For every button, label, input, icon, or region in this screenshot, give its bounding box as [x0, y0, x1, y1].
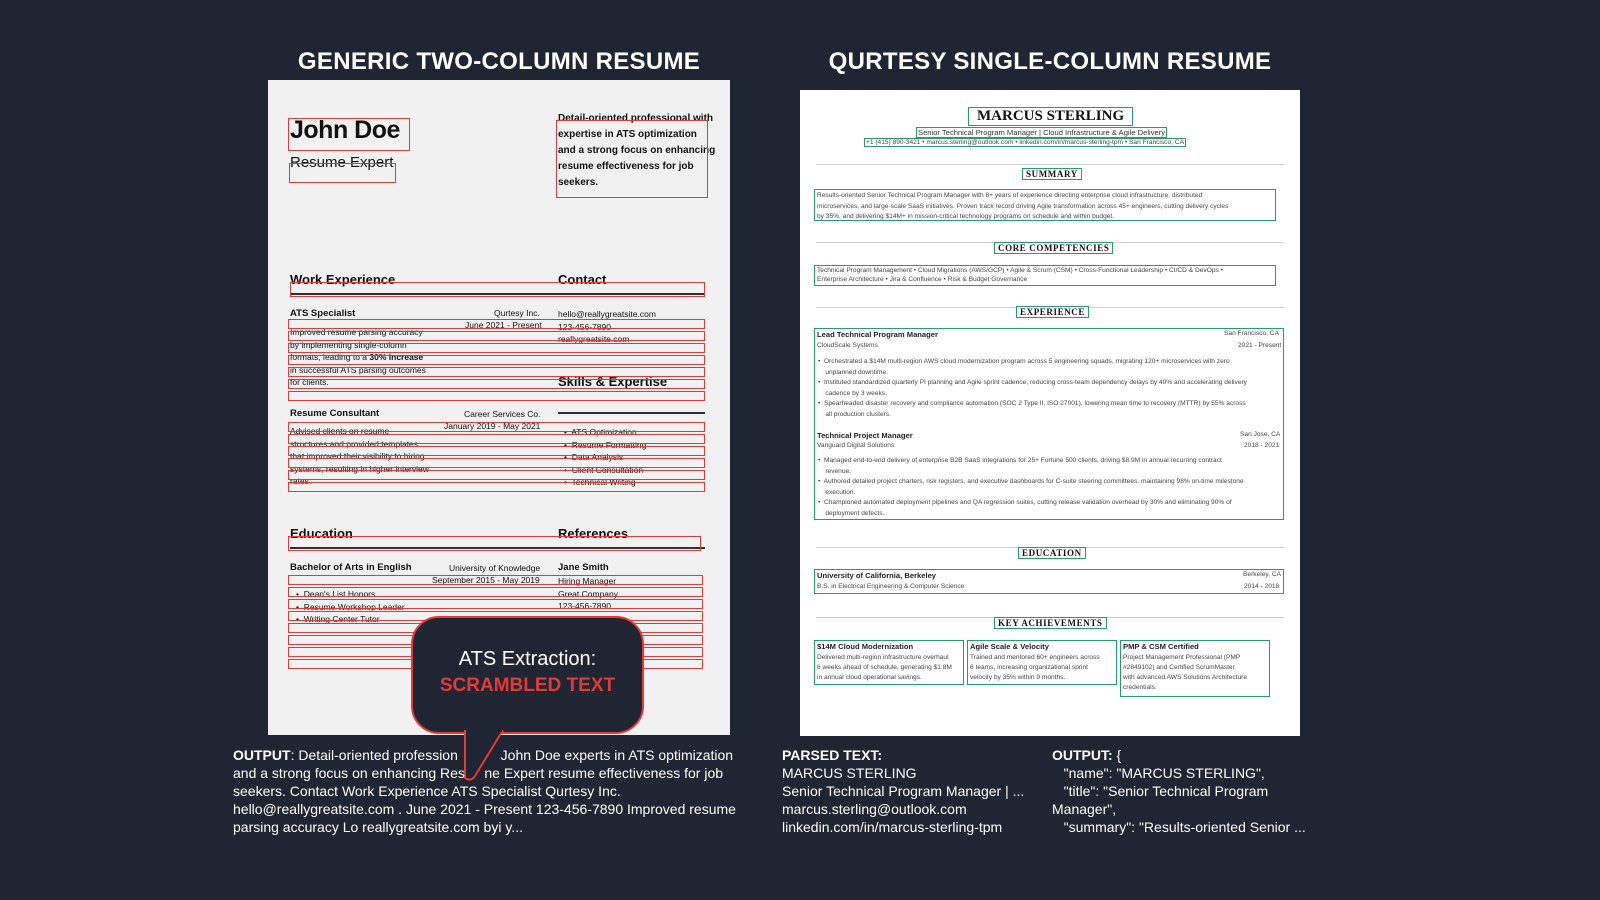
job1-company: CloudScale Systems [817, 342, 878, 349]
bullet-line: Managed end-to-end delivery of enterprise B2B SaaS integrations for 25+ Fortune 500 clients, driving $8.9M in annual recurring contract [823, 457, 1222, 464]
job1-line: Improved resume parsing accuracy [290, 327, 423, 337]
achievement-2 [970, 642, 1100, 683]
json-output [1052, 746, 1342, 836]
extraction-box [288, 536, 701, 551]
parsed-line: MARCUS STERLING [782, 765, 917, 781]
achievements-heading: KEY ACHIEVEMENTS [994, 617, 1107, 629]
extraction-box [290, 282, 705, 297]
job2-line: Advised clients on resume [290, 426, 390, 436]
job2-line: that improved their visibility to hiring [290, 451, 425, 461]
extraction-line [288, 355, 705, 365]
summary-line: and a strong focus on enhancing [558, 145, 716, 156]
degree: B.S. in Electrical Engineering & Computer Science [817, 583, 965, 590]
university: University of Knowledge [449, 563, 541, 573]
scrambled-output [233, 746, 753, 836]
bullet-line: Orchestrated a $14M multi-region AWS cloud modernization program across 5 engineering squads, migrating 120+ microservices with zero [823, 358, 1230, 365]
resume-title: Senior Technical Program Manager | Cloud Infrastructure & Agile Delivery [918, 128, 1166, 137]
extraction-box [288, 118, 410, 151]
output-label: OUTPUT [233, 747, 291, 763]
job1-company: Qurtesy Inc. [494, 308, 540, 318]
output-line: hello@reallygreatsite.com . June 2021 - Present 123-456-7890 Improved resume [233, 801, 736, 817]
summary-text [817, 191, 1228, 223]
output-line: and a strong focus on enhancing Res ne Expert resume effectiveness for job [233, 765, 724, 781]
achievement-1 [817, 642, 952, 683]
summary-line: by 35%, and delivering $14M+ in mission-critical technology programs on schedule and within budget. [817, 213, 1115, 220]
extraction-line [288, 391, 705, 401]
achievement-line: 6 teams, increasing organizational sprint [970, 664, 1089, 671]
extraction-line [288, 331, 705, 341]
achievement-title: PMP & CSM Certified [1123, 642, 1199, 651]
output-line: : Detail-oriented profession John Doe experts in ATS optimization [290, 747, 734, 763]
achievement-line: in annual cloud operational savings. [817, 674, 922, 681]
achievement-line: 6 weeks ahead of schedule, generating $1.8M [817, 664, 952, 671]
left-heading: GENERIC TWO-COLUMN RESUME [297, 48, 701, 75]
qurtesy-resume-card [800, 90, 1300, 736]
education-item: Writing Center Tutor [303, 614, 380, 624]
extraction-line [288, 470, 705, 480]
experience-heading: EXPERIENCE [1016, 306, 1089, 318]
education-list: • Dean's List Honors • Resume Workshop Leader • Writing Center Tutor [296, 589, 405, 624]
bullet-line: execution. [825, 488, 856, 496]
summary-line: microservices, and large-scale SaaS initiatives. Proven track record driving Agile transformation across 45+ engineers, cutting delivery cycles [817, 202, 1229, 210]
bullet-line: Instituted standardized quarterly PI planning and Agile sprint cadence, reducing cross-team dependency delays by 40% and accelerating delivery [823, 379, 1247, 386]
callout-emphasis: SCRAMBLED TEXT [439, 675, 616, 696]
summary-line: resume effectiveness for job [558, 161, 694, 172]
job1-line: by implementing single-column [290, 339, 407, 350]
parsed-text [782, 746, 1042, 836]
job2-dates: 2018 - 2021 [1244, 442, 1280, 449]
job2-line: structures and provided templates [290, 438, 419, 449]
job2-company: Career Services Co. [464, 409, 541, 419]
job2-title: Technical Project Manager [817, 431, 913, 440]
bullet-line: revenue. [825, 467, 851, 475]
output-line: parsing accuracy Lo reallygreatsite.com byi y... [233, 819, 523, 835]
json-line: Manager", [1052, 801, 1117, 817]
bullet-line: deployment defects. [825, 509, 885, 517]
skill-item: Data Analysis [571, 452, 624, 462]
extraction-line [288, 482, 705, 492]
work-experience-title: Work Experience [290, 272, 396, 287]
output-line: seekers. Contact Work Experience ATS Specialist Qurtesy Inc. [233, 783, 621, 799]
references-title: References [558, 526, 629, 541]
json-line: "title": "Senior Technical Program [1052, 783, 1269, 799]
parsed-label: PARSED TEXT: [782, 747, 883, 763]
job1-dates: June 2021 - Present [465, 320, 542, 330]
resume-contact: +1 (415) 890-3421 • marcus.sterling@outlook.com • linkedin.com/in/marcus-sterling-tpm • San Francisco, CA [866, 139, 1184, 146]
contact-title: Contact [558, 272, 607, 287]
job1-location: San Francisco, CA [1224, 330, 1279, 337]
json-line: "summary": "Results-oriented Senior ... [1052, 819, 1306, 835]
reference-role: Hiring Manager [558, 576, 617, 586]
job2-line: rates. [290, 476, 312, 486]
contact-phone: 123-456-7890 [558, 321, 611, 332]
parsed-line: Senior Technical Program Manager | ... [782, 783, 1025, 799]
extraction-line [288, 446, 705, 456]
bullet-line: unplanned downtime. [825, 368, 889, 376]
extraction-line [288, 319, 705, 329]
bullet-line: Championed automated deployment pipelines and QA regression suites, cutting release validation overhead by 30% and eliminating 90% of [823, 499, 1232, 506]
education-heading: EDUCATION [1018, 547, 1086, 559]
education-title: Education [290, 526, 353, 541]
extraction-box [556, 120, 708, 198]
reference-company: Great Company [558, 588, 618, 599]
achievement-title: Agile Scale & Velocity [970, 642, 1049, 651]
education-dates: 2014 - 2018 [1244, 583, 1280, 590]
resume-role: Resume Expert [290, 154, 394, 171]
ats-extraction-callout [411, 616, 644, 734]
achievement-line: credentials. [1123, 684, 1157, 691]
parsed-line: marcus.sterling@outlook.com [782, 801, 967, 817]
competencies-line: Technical Program Management • Cloud Migrations (AWS/GCP) • Agile & Scrum (CSM) • Cross-Functional Leadership • CI/CD & DevOps • [817, 267, 1223, 274]
json-line: "name": "MARCUS STERLING", [1052, 765, 1265, 781]
competencies-heading: CORE COMPETENCIES [994, 242, 1113, 254]
summary-line: Detail-oriented professional with [558, 113, 714, 124]
job2-bullets: • Managed end-to-end delivery of enterprise B2B SaaS integrations for 25+ Fortune 500 clients, driving $8.9M in annual recurring contract revenue. • Authored detailed project charters, risk registers, and executive dashboards for C-suite steering committees, maintaining 98% on-time milestone execution. • Championed automated deployment pipelines and QA regression suites, cutting release validation overhead by 30% and eliminating 90% of deployment defects. [818, 457, 1244, 517]
reference-phone: 123-456-7890 [558, 601, 611, 611]
achievement-line: Trained and mentored 60+ engineers across [970, 654, 1100, 661]
degree: Bachelor of Arts in English [290, 562, 412, 573]
job1-line: for clients. [290, 377, 329, 387]
resume-name: MARCUS STERLING [968, 107, 1133, 126]
achievement-line: Delivered multi-region infrastructure overhaul [817, 654, 949, 661]
json-label: OUTPUT: [1052, 747, 1113, 763]
skills-title: Skills & Expertise [558, 374, 668, 389]
parsed-line: linkedin.com/in/marcus-sterling-tpm [782, 819, 1003, 835]
job1-line: in successful ATS parsing outcomes [290, 364, 426, 375]
extraction-line [288, 422, 705, 432]
job1-title: Lead Technical Program Manager [817, 330, 938, 339]
job1-highlight: 30% increase [369, 352, 424, 362]
skills-list: • ATS Optimization • Resume Formatting • Data Analysis • Client Consultation • Technical Writing [564, 427, 647, 487]
job2-location: San Jose, CA [1240, 431, 1281, 438]
achievement-line: Project Management Professional (PMP [1123, 654, 1241, 661]
competencies-text [817, 267, 1223, 284]
contact-email: hello@reallygreatsite.com [558, 309, 656, 319]
education-item: Resume Workshop Leader [303, 601, 405, 612]
extraction-line [288, 599, 703, 609]
bullet-line: all production clusters. [825, 410, 891, 418]
achievement-title: $14M Cloud Modernization [817, 642, 914, 651]
achievement-3 [1123, 642, 1247, 693]
resume-name: John Doe [290, 116, 400, 144]
job2-company: Vanguard Digital Solutions [817, 442, 895, 449]
extraction-line [288, 575, 703, 585]
summary-heading: SUMMARY [1022, 168, 1082, 180]
bullet-line: cadence by 3 weeks. [825, 389, 887, 397]
callout-title: ATS Extraction: [458, 648, 597, 670]
education-item: Dean's List Honors [303, 589, 376, 599]
competencies-line: Enterprise Architecture • Jira & Confluence • Risk & Budget Governance [817, 275, 1028, 283]
job1-title: ATS Specialist [290, 308, 356, 319]
extraction-line [288, 434, 705, 444]
extraction-line [288, 379, 705, 389]
reference-name: Jane Smith [558, 562, 609, 573]
skill-item: Resume Formatting [571, 439, 647, 450]
section-rule [558, 412, 705, 414]
job1-dates: 2021 - Present [1238, 342, 1282, 349]
summary-line: seekers. [558, 177, 599, 188]
school-name: University of California, Berkeley [817, 571, 937, 580]
job2-line: systems, resulting in higher interview [290, 463, 429, 474]
skill-item: Client Consultation [571, 464, 644, 475]
bullet-line: Spearheaded disaster recovery and compliance automation (SOC 2 Type II, ISO 27001), lowering mean time to recovery (MTTR) by 55% across [823, 400, 1246, 407]
extraction-line [288, 587, 703, 597]
bullet-line: Authored detailed project charters, risk registers, and executive dashboards for C-suite steering committees, maintaining 98% on-time milestone [823, 478, 1244, 485]
extraction-box [289, 163, 396, 183]
achievement-line: velocity by 35% within 9 months. [970, 674, 1066, 681]
job1-bullets: • Orchestrated a $14M multi-region AWS cloud modernization program across 5 engineering squads, migrating 120+ microservices with zero unplanned downtime. • Instituted standardized quarterly PI planning and Agile sprint cadence, reducing cross-team dependency delays by 40% and accelerating delivery cadence by 3 weeks. • Spearheaded disaster recovery and compliance automation (SOC 2 Type II, ISO 27001), lowering mean time to recovery (MTTR) by 55% across all production clusters. [818, 358, 1247, 418]
extraction-line [288, 343, 705, 353]
skill-item: Technical Writing [571, 477, 636, 487]
job2-dates: January 2019 - May 2021 [444, 421, 541, 431]
right-heading: QURTESY SINGLE-COLUMN RESUME [828, 48, 1272, 75]
education-dates: September 2015 - May 2019 [432, 575, 540, 585]
job2-title: Resume Consultant [290, 408, 380, 419]
extraction-line [288, 458, 705, 468]
divider [816, 164, 1284, 165]
contact-website: reallygreatsite.com [558, 334, 630, 344]
achievement-line: with advanced AWS Solutions Architecture [1123, 674, 1248, 681]
summary-line: expertise in ATS optimization [558, 129, 697, 140]
skill-item: ATS Optimization [571, 427, 637, 437]
summary-line: Results-oriented Senior Technical Program Manager with 8+ years of experience directing enterprise cloud infrastructure, distributed [817, 192, 1203, 199]
job1-line: formats, leading to a [290, 352, 368, 362]
achievement-line: #2849102) and Certified ScrumMaster [1123, 664, 1235, 671]
extraction-line [288, 367, 705, 377]
school-location: Berkeley, CA [1243, 571, 1281, 578]
json-line: { [1112, 747, 1122, 763]
